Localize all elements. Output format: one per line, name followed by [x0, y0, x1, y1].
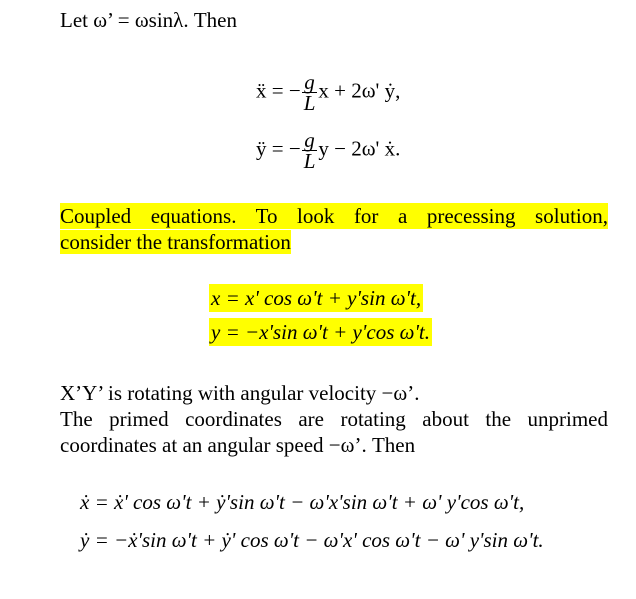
velocity-y-equation: ẏ = −ẋ'sin ω't + ẏ' cos ω't − ω'x' cos ω't − ω' y'sin ω't.: [80, 528, 544, 552]
paragraph-rotating-line-3: coordinates at an angular speed −ω’. Then: [60, 433, 416, 457]
equation-y-rhs: y − 2ω' ẋ.: [318, 136, 401, 161]
equation-y-lhs: ÿ = −: [256, 136, 301, 161]
paragraph-rotating-line-2: The primed coordinates are rotating about the unprimed: [60, 407, 608, 431]
transformation-y: [209, 320, 432, 344]
paragraph-coupled-equations: [60, 203, 608, 255]
fraction-numerator: g: [302, 72, 318, 93]
paragraph-rotating-line-1: X’Y’ is rotating with angular velocity −ω’.: [60, 381, 420, 405]
intro-text: Let ω’ = ωsinλ. Then: [60, 8, 237, 32]
transformation-x: [209, 286, 423, 310]
fraction-denominator: L: [303, 91, 316, 115]
fraction-g-over-l: [302, 72, 318, 113]
transformation-x-text: x = x' cos ω't + y'sin ω't,: [211, 286, 422, 310]
transformation-y-text: y = −x'sin ω't + y'cos ω't.: [211, 320, 431, 344]
equation-x-rhs: x + 2ω' ẏ,: [318, 78, 401, 103]
equation-x-double-dot: [256, 72, 400, 113]
equation-y-double-dot: [256, 130, 400, 171]
equation-x-lhs: ẍ = −: [256, 78, 301, 103]
fraction-numerator: g: [302, 130, 318, 151]
fraction-g-over-l: [302, 130, 318, 171]
paragraph-line-1: Coupled equations. To look for a precessing solution,: [60, 204, 608, 228]
velocity-x-equation: ẋ = ẋ' cos ω't + ẏ'sin ω't − ω'x'sin ω't + ω' y'cos ω't,: [80, 490, 525, 514]
paragraph-rotating: [60, 406, 608, 458]
paragraph-line-2: consider the transformation: [60, 230, 291, 254]
fraction-denominator: L: [303, 149, 316, 173]
